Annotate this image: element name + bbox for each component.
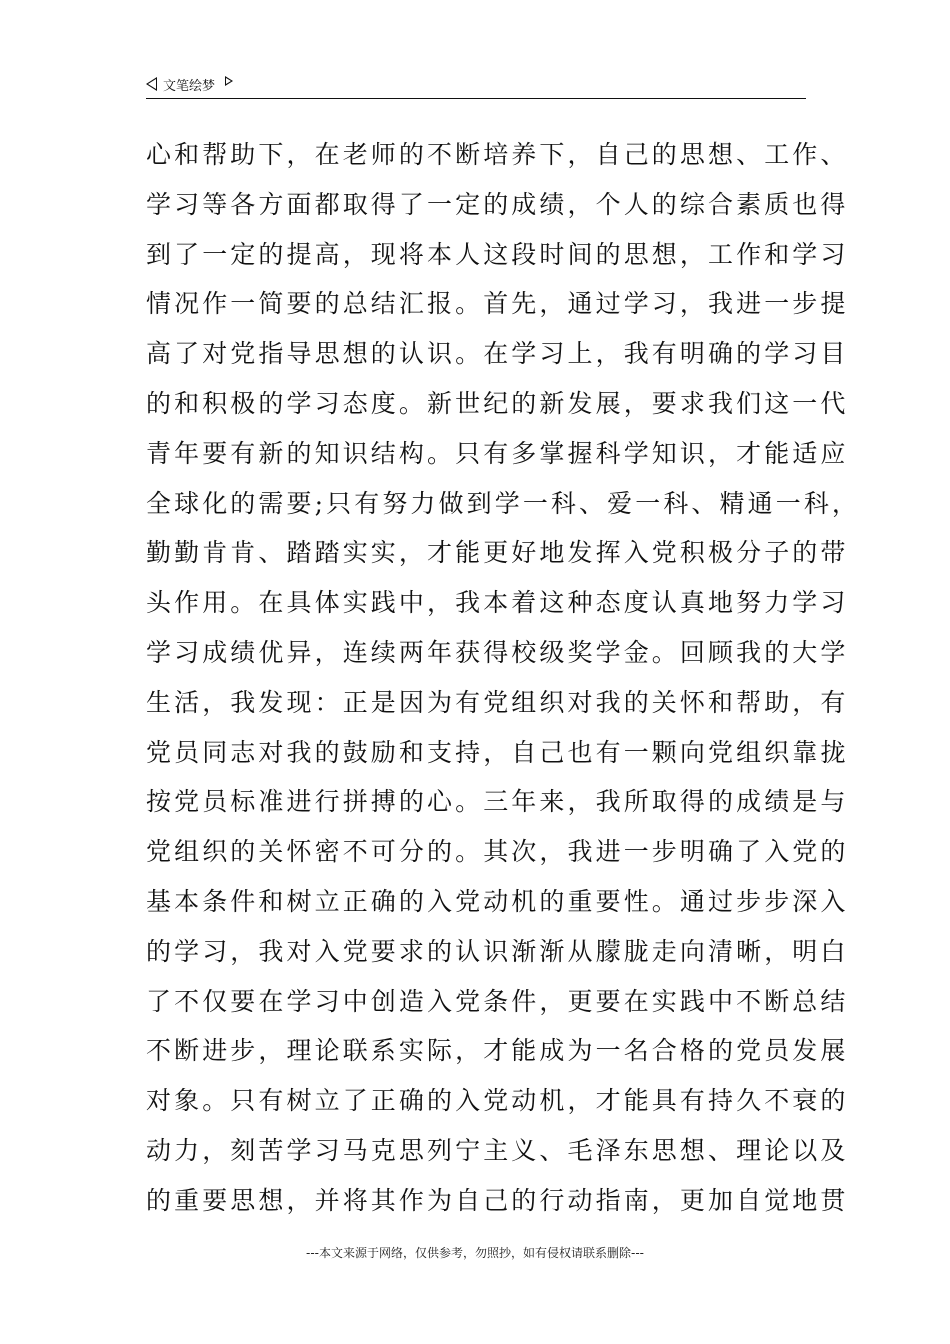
body-line: 党员同志对我的鼓励和支持，自己也有一颗向党组织靠拢 [146,737,849,767]
body-line: 基本条件和树立正确的入党动机的重要性。通过步步深入 [146,886,849,916]
body-line: 勤勤肯肯、踏踏实实，才能更好地发挥入党积极分子的带 [146,538,849,568]
body-line: 动力，刻苦学习马克思列宁主义、毛泽东思想、理论以及 [146,1135,849,1165]
body-line: 按党员标准进行拼搏的心。三年来，我所取得的成绩是与 [146,787,849,817]
body-line: 了不仅要在学习中创造入党条件，更要在实践中不断总结 [146,986,849,1016]
footer-disclaimer: ---本文来源于网络，仅供参考，勿照抄，如有侵权请联系删除--- [306,1246,644,1260]
body-line: 对象。只有树立了正确的入党动机，才能具有持久不衰的 [146,1086,849,1116]
body-line: 学习等各方面都取得了一定的成绩，个人的综合素质也得 [146,189,849,219]
body-line: 全球化的需要;只有努力做到学一科、爱一科、精通一科， [146,488,861,518]
body-line: 情况作一简要的总结汇报。首先，通过学习，我进一步提 [146,289,849,319]
body-line: 高了对党指导思想的认识。在学习上，我有明确的学习目 [146,339,849,369]
body-line: 心和帮助下，在老师的不断培养下，自己的思想、工作、 [146,140,849,169]
body-line: 的和积极的学习态度。新世纪的新发展，要求我们这一代 [146,388,849,418]
body-line: 学习成绩优异，连续两年获得校级奖学金。回顾我的大学 [146,637,849,667]
body-line: 的重要思想，并将其作为自己的行动指南，更加自觉地贯 [146,1185,849,1215]
document-body [146,130,861,1226]
page-header [146,72,806,99]
triangle-right-icon [225,76,233,86]
body-line: 头作用。在具体实践中，我本着这种态度认真地努力学习 [146,588,849,618]
body-line: 党组织的关怀密不可分的。其次，我进一步明确了入党的 [146,837,849,867]
brand-text: 文笔绘梦 [163,78,216,94]
header-brand [146,72,233,96]
body-line: 生活，我发现：正是因为有党组织对我的关怀和帮助，有 [146,687,849,717]
triangle-left-icon [146,77,157,91]
body-line: 青年要有新的知识结构。只有多掌握科学知识，才能适应 [146,438,849,468]
body-line: 到了一定的提高，现将本人这段时间的思想，工作和学习 [146,239,849,269]
body-line: 的学习，我对入党要求的认识渐渐从朦胧走向清晰，明白 [146,936,849,966]
body-line: 不断进步，理论联系实际，才能成为一名合格的党员发展 [146,1036,849,1066]
